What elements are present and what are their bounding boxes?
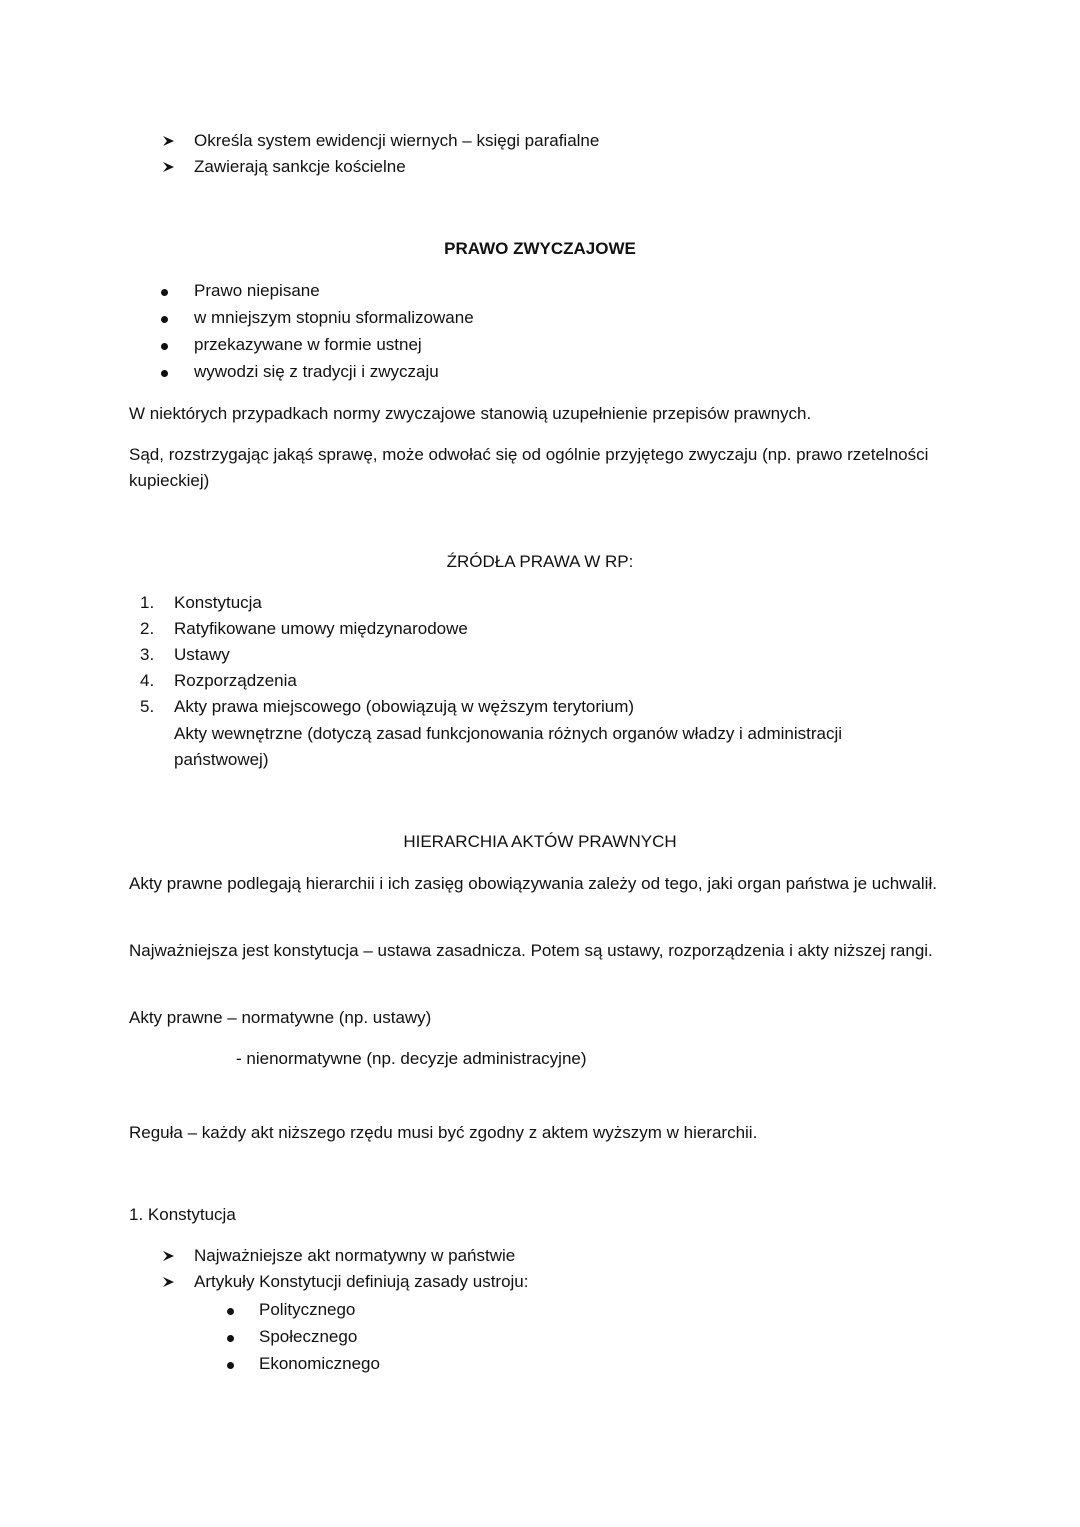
- konstytucja-sub-bullets: [0, 1297, 1080, 1378]
- paragraph: Sąd, rozstrzygając jakąś sprawę, może odwołać się od ogólnie przyjętego zwyczaju (np. prawo rzetelności kupieckiej): [129, 445, 929, 490]
- zrodla-prawa-list: [0, 590, 1080, 720]
- bullet-dot-icon: [227, 1308, 234, 1315]
- list-item: Najważniejsze akt normatywny w państwie: [0, 1243, 1080, 1269]
- list-item: Społecznego: [0, 1324, 1080, 1351]
- list-item: 5. Akty prawa miejscowego (obowiązują w węższym terytorium): [140, 697, 635, 716]
- bullet-dot-icon: [161, 343, 168, 350]
- arrow-bullet-icon: [161, 154, 181, 180]
- list-item: 4. Rozporządzenia: [140, 671, 297, 690]
- list-item: Określa system ewidencji wiernych – księgi parafialne: [0, 128, 1080, 154]
- bullet-dot-icon: [161, 316, 168, 323]
- section-heading-hierarchia: HIERARCHIA AKTÓW PRAWNYCH: [403, 832, 677, 851]
- list-item: Ekonomicznego: [0, 1351, 1080, 1378]
- bullet-dot-icon: [161, 289, 168, 296]
- paragraph: Najważniejsza jest konstytucja – ustawa zasadnicza. Potem są ustawy, rozporządzenia i akty niższej rangi.: [129, 941, 933, 960]
- list-item: przekazywane w formie ustnej: [0, 332, 1080, 359]
- top-arrow-list: [0, 128, 1080, 180]
- paragraph: Reguła – każdy akt niższego rzędu musi być zgodny z aktem wyższym w hierarchii.: [129, 1123, 758, 1142]
- section-heading-prawo-zwyczajowe: PRAWO ZWYCZAJOWE: [444, 239, 636, 258]
- list-item: Artykuły Konstytucji definiują zasady ustroju:: [0, 1269, 1080, 1295]
- paragraph: Akty prawne podlegają hierarchii i ich zasięg obowiązywania zależy od tego, jaki organ państwa je uchwalił.: [129, 874, 937, 893]
- paragraph: W niektórych przypadkach normy zwyczajowe stanowią uzupełnienie przepisów prawnych.: [129, 404, 812, 423]
- list-item: wywodzi się z tradycji i zwyczaju: [0, 359, 1080, 386]
- list-item: Politycznego: [0, 1297, 1080, 1324]
- bullet-dot-icon: [227, 1335, 234, 1342]
- subsection-heading-konstytucja: 1. Konstytucja: [129, 1205, 236, 1224]
- arrow-bullet-icon: [161, 128, 181, 154]
- arrow-bullet-icon: [161, 1243, 181, 1269]
- list-item: Zawierają sankcje kościelne: [0, 154, 1080, 180]
- bullet-dot-icon: [161, 370, 168, 377]
- list-item: 2. Ratyfikowane umowy międzynarodowe: [140, 619, 468, 638]
- section-heading-zrodla-prawa: ŹRÓDŁA PRAWA W RP:: [446, 552, 634, 571]
- paragraph: - nienormatywne (np. decyzje administracyjne): [236, 1049, 587, 1068]
- paragraph: Akty prawne – normatywne (np. ustawy): [129, 1008, 432, 1027]
- arrow-bullet-icon: [161, 1269, 181, 1295]
- prawo-zwyczajowe-bullets: [0, 278, 1080, 386]
- list-item: 1. Konstytucja: [140, 593, 262, 612]
- list-item: 3. Ustawy: [140, 645, 230, 664]
- list-item: w mniejszym stopniu sformalizowane: [0, 305, 1080, 332]
- bullet-dot-icon: [227, 1362, 234, 1369]
- list-continuation: Akty wewnętrzne (dotyczą zasad funkcjonowania różnych organów władzy i administracji państwowej): [174, 724, 843, 769]
- konstytucja-points: [0, 1243, 1080, 1295]
- list-item: Prawo niepisane: [0, 278, 1080, 305]
